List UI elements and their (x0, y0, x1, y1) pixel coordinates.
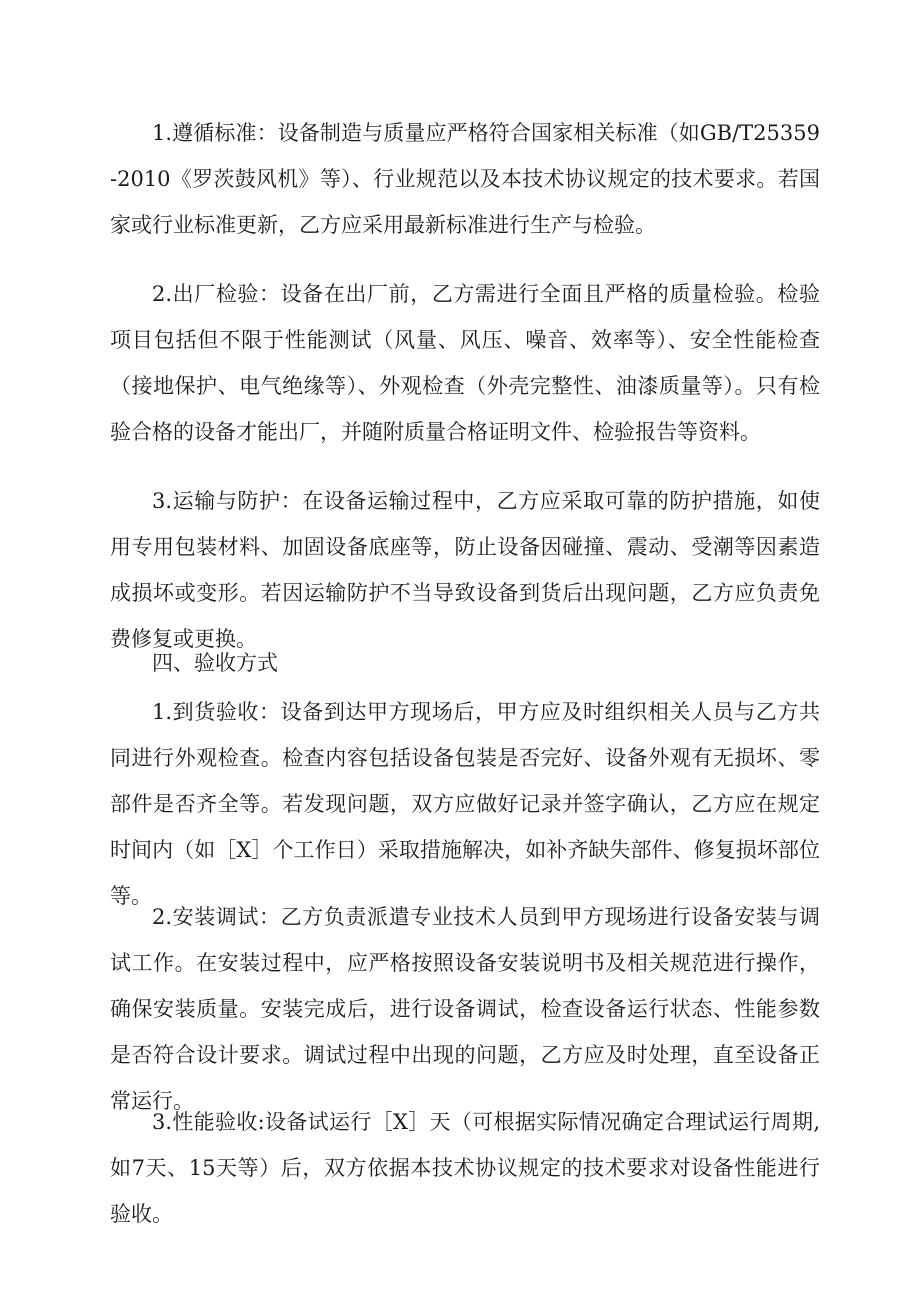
paragraph-arrival-acceptance: 1.到货验收：设备到达甲方现场后，甲方应及时组织相关人员与乙方共同进行外观检查。检查内容包括设备包装是否完好、设备外观有无损坏、零部件是否齐全等。若发现问题，双方应做好记录并签字确认，乙方应在规定时间内（如［X］个工作日）采取措施解决，如补齐缺失部件、修复损坏部位等。 (110, 700, 820, 908)
paragraph-standards: 1.遵循标准：设备制造与质量应严格符合国家相关标准（如GB/T25359-2010《罗茨鼓风机》等）、行业规范以及本技术协议规定的技术要求。若国家或行业标准更新，乙方应采用最新标准进行生产与检验。 (110, 121, 820, 237)
paragraph-transport-protection: 3.运输与防护：在设备运输过程中，乙方应采取可靠的防护措施，如使用专用包装材料、加固设备底座等，防止设备因碰撞、震动、受潮等因素造成损坏或变形。若因运输防护不当导致设备到货后出现问题，乙方应负责免费修复或更换。 (110, 489, 820, 651)
paragraph-installation-commissioning: 2.安装调试：乙方负责派遣专业技术人员到甲方现场进行设备安装与调试工作。在安装过程中，应严格按照设备安装说明书及相关规范进行操作，确保安装质量。安装完成后，进行设备调试，检查设备运行状态、性能参数是否符合设计要求。调试过程中出现的问题，乙方应及时处理，直至设备正常运行。 (110, 905, 820, 1113)
paragraph-performance-acceptance: 3.性能验收:设备试运行［X］天（可根据实际情况确定合理试运行周期,如7天、15天等）后，双方依据本技术协议规定的技术要求对设备性能进行验收。 (110, 1110, 820, 1226)
paragraph-factory-inspection: 2.出厂检验：设备在出厂前，乙方需进行全面且严格的质量检验。检验项目包括但不限于性能测试（风量、风压、噪音、效率等）、安全性能检查（接地保护、电气绝缘等）、外观检查（外壳完整性、油漆质量等）。只有检验合格的设备才能出厂，并随附质量合格证明文件、检验报告等资料。 (110, 282, 820, 444)
section-heading-acceptance: 四、验收方式 (152, 651, 278, 675)
